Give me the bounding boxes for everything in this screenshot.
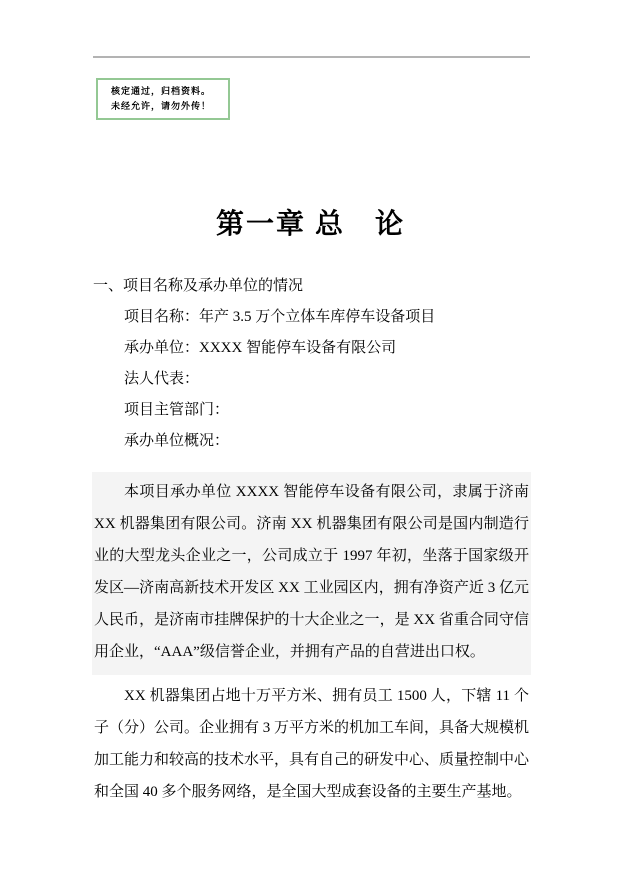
field-undertaking-unit: 承办单位：XXXX 智能停车设备有限公司 [124, 340, 397, 356]
stamp-line-1: 核定通过，归档资料。 [111, 86, 212, 96]
field-legal-representative: 法人代表： [124, 371, 200, 387]
field-unit-overview: 承办单位概况： [124, 433, 230, 449]
header-divider [93, 56, 530, 58]
section-heading: 一、项目名称及承办单位的情况 [93, 278, 304, 294]
chapter-title: 第一章 总 论 [215, 209, 405, 240]
paragraph-group-overview: XX 机器集团占地十万平方米、拥有员工 1500 人，下辖 11 个子（分）公司。企业拥有 3 万平方米的机加工车间，具备大规模机加工能力和较高的技术水平，具有自己的研发中心、质量控制中心和全国 40 多个服务网络，是全国大型成套设备的主要生产基地。 [94, 688, 530, 800]
stamp-line-2: 未经允许，请勿外传！ [111, 101, 212, 111]
paragraph-company-intro: 本项目承办单位 XXXX 智能停车设备有限公司，隶属于济南XX 机器集团有限公司。济南 XX 机器集团有限公司是国内制造行业的大型龙头企业之一，公司成立于 1997 年初，坐落于国家级开发区—济南高新技术开发区 XX 工业园区内，拥有净资产近 3 亿元人民币，是济南市挂牌保护的十大企业之一，是 XX 省重合同守信用企业，“AAA”级信誉企业，并拥有产品的自营进出口权。 [92, 472, 531, 675]
field-competent-department: 项目主管部门： [124, 402, 230, 418]
field-project-name: 项目名称：年产 3.5 万个立体车库停车设备项目 [124, 309, 436, 325]
approval-stamp [96, 78, 230, 120]
project-fields [124, 302, 435, 457]
